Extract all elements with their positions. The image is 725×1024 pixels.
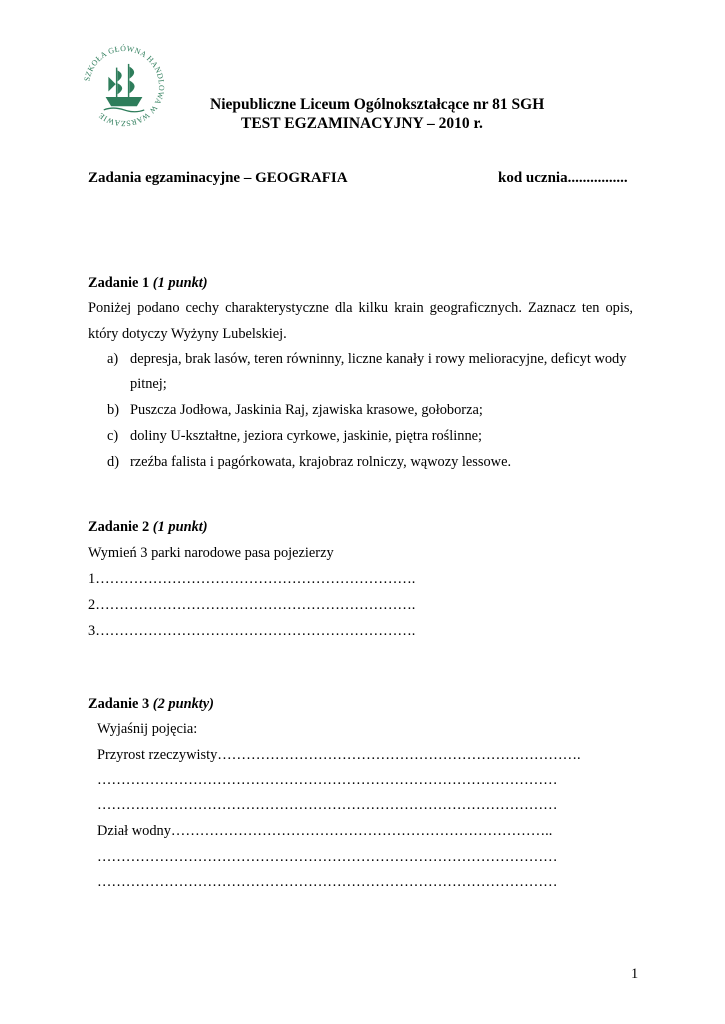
task1-points: (1 punkt) — [152, 275, 208, 291]
task1-option-a[interactable] — [107, 351, 626, 368]
task1-heading — [88, 275, 208, 292]
task1-option-d[interactable] — [107, 454, 511, 471]
task2-answer-line-2[interactable]: 2…………………………………………………………. — [88, 597, 416, 613]
task1-option-b[interactable] — [107, 402, 483, 419]
option-text: depresja, brak lasów, teren równinny, liczne kanały i rowy melioracyjne, deficyt wody — [130, 351, 627, 367]
task1-heading-label: Zadanie 1 — [88, 275, 150, 291]
task2-points: (1 punkt) — [152, 519, 208, 535]
task2-heading-label: Zadanie 2 — [88, 519, 150, 535]
task3-answer-line-3[interactable]: …………………………………………………………………………………… — [97, 797, 558, 813]
page-number: 1 — [631, 966, 639, 982]
option-text: rzeźba falista i pagórkowata, krajobraz rolniczy, wąwozy lessowe. — [130, 454, 512, 470]
task3-answer-line-1[interactable]: Przyrost rzeczywisty…………………………………………………………………. — [97, 747, 581, 763]
option-letter: a) — [107, 351, 119, 367]
exam-subject-title: Zadania egzaminacyjne – GEOGRAFIA — [88, 170, 348, 186]
task1-option-a-continuation: pitnej; — [130, 376, 167, 392]
task3-points: (2 punkty) — [152, 696, 214, 712]
task3-answer-line-5[interactable]: …………………………………………………………………………………… — [97, 849, 558, 865]
task2-heading — [88, 519, 208, 536]
school-logo — [78, 40, 170, 132]
logo-ring-text: SZKOŁA GŁÓWNA HANDLOWA W WARSZAWIE — [82, 43, 167, 129]
task1-prompt-line2: który dotyczy Wyżyny Lubelskiej. — [88, 326, 287, 342]
task3-answer-line-6[interactable]: …………………………………………………………………………………… — [97, 874, 558, 890]
school-name: Niepubliczne Liceum Ogólnokształcące nr 81 SGH — [210, 96, 545, 113]
test-title: TEST EGZAMINACYJNY – 2010 r. — [241, 115, 483, 132]
option-text: Puszcza Jodłowa, Jaskinia Raj, zjawiska krasowe, gołoborza; — [130, 402, 483, 418]
task1-prompt-line1: Poniżej podano cechy charakterystyczne dla kilku krain geograficznych. Zaznacz ten opis, — [88, 300, 634, 316]
task2-answer-line-1[interactable]: 1…………………………………………………………. — [88, 571, 416, 587]
task1-option-c[interactable] — [107, 428, 482, 445]
option-letter: b) — [107, 402, 119, 418]
task3-answer-line-2[interactable]: …………………………………………………………………………………… — [97, 772, 558, 788]
student-code-field: kod ucznia................ — [498, 170, 628, 186]
task3-heading — [88, 696, 214, 713]
option-letter: d) — [107, 454, 119, 470]
task2-prompt: Wymień 3 parki narodowe pasa pojezierzy — [88, 545, 334, 561]
task2-answer-line-3[interactable]: 3…………………………………………………………. — [88, 623, 416, 639]
task3-prompt: Wyjaśnij pojęcia: — [97, 721, 198, 737]
task3-answer-line-4[interactable]: Dział wodny…………………………………………………………………….. — [97, 823, 553, 839]
option-letter: c) — [107, 428, 119, 444]
ship-icon — [104, 64, 144, 112]
svg-text:SZKOŁA GŁÓWNA HANDLOWA W WARSZ — [82, 43, 166, 128]
option-text: doliny U-kształtne, jeziora cyrkowe, jaskinie, piętra roślinne; — [130, 428, 483, 444]
task3-heading-label: Zadanie 3 — [88, 696, 150, 712]
